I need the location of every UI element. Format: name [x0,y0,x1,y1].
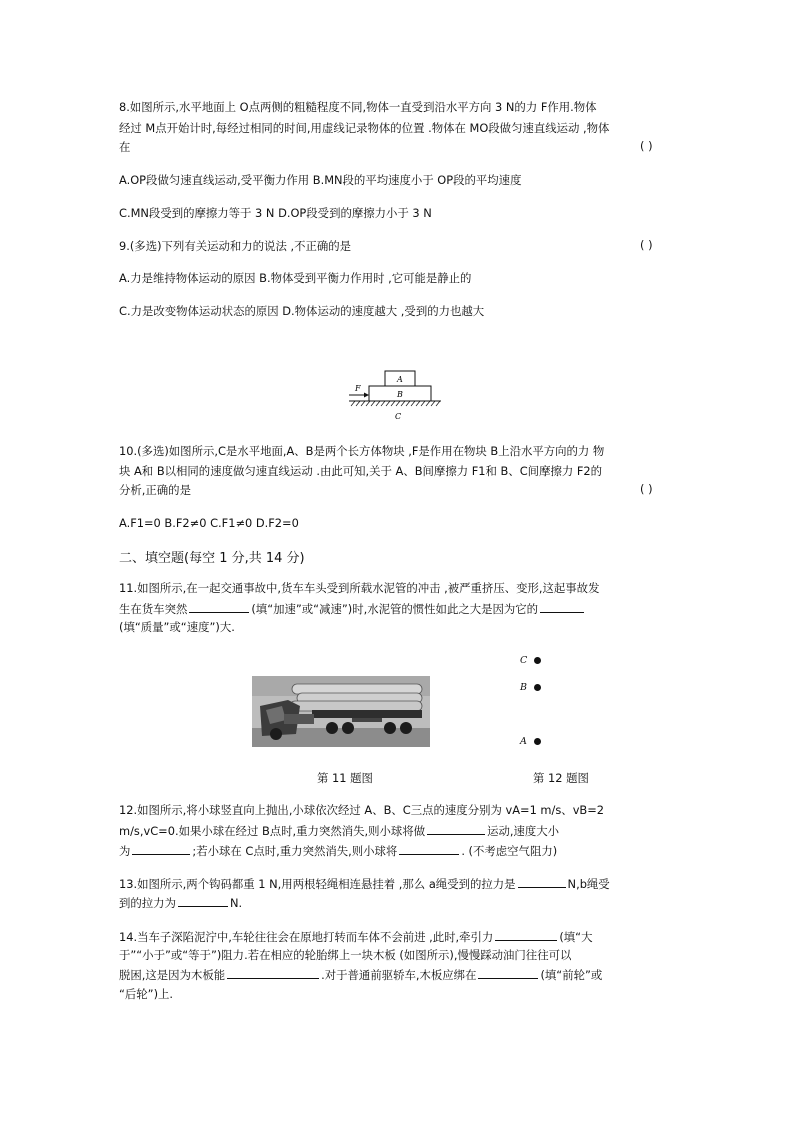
q12-line-1: 12.如图所示,将小球竖直向上抛出,小球依次经过 A、B、C三点的速度分别为 vA=1 m/s、vB=2 [119,803,605,817]
q13-text-d: N. [229,896,243,910]
q14-line-4: “后轮”)上. [119,987,174,1001]
caption-fig-11: 第 11 题图 [317,771,373,785]
q14-text-d: .对于普通前驱轿车,木板应绑在 [321,968,477,982]
point-b-label: B [520,682,527,693]
q14-text-b: (填“大 [559,930,593,944]
q12-line-2 [119,822,559,839]
q8-line-3: 在 [119,140,131,154]
q14-blank-2[interactable] [227,966,319,979]
q8-line-2: 经过 M点开始计时,每经过相同的时间,用虚线记录物体的位置 .物体在 MO段做匀速直线运动 ,物体 [119,121,610,135]
q12-text-e: . (不考虑空气阻力) [461,844,558,858]
q12-text-d: ;若小球在 C点时,重力突然消失,则小球将 [192,844,398,858]
point-a-dot [534,738,541,745]
q13-line-2 [119,894,242,911]
q14-text-a: 14.当车子深陷泥泞中,车轮往往会在原地打转而车体不会前进 ,此时,牵引力 [119,930,494,944]
q10-options: A.F1=0 B.F2≠0 C.F1≠0 D.F2=0 [119,516,299,530]
q11-text-a: 生在货车突然 [119,602,188,616]
section-heading-fill-blanks: 二、填空题(每空 1 分,共 14 分) [119,551,305,566]
q12-blank-3[interactable] [399,842,459,855]
q10-blocks-figure [345,368,445,426]
q8-options-cd: C.MN段受到的摩擦力等于 3 N D.OP段受到的摩擦力小于 3 N [119,206,432,220]
point-b-row [520,682,541,693]
q8-line-1: 8.如图所示,水平地面上 O点两侧的粗糙程度不同,物体一直受到沿水平方向 3 N的力 F作用.物体 [119,100,597,114]
q14-blank-1[interactable] [495,928,557,941]
label-a: A [397,375,403,384]
point-c-row [520,655,541,666]
q13-blank-2[interactable] [178,894,228,907]
q13-text-a: 13.如图所示,两个钩码都重 1 N,用两根轻绳相连悬挂着 ,那么 a绳受到的拉力是 [119,877,516,891]
q13-blank-1[interactable] [518,875,566,888]
q14-line-1 [119,928,592,945]
q12-blank-2[interactable] [132,842,190,855]
q12-blank-1[interactable] [427,822,485,835]
point-a-row [520,736,541,747]
q12-line-3 [119,842,557,859]
q9-options-cd: C.力是改变物体运动状态的原因 D.物体运动的速度越大 ,受到的力也越大 [119,304,485,318]
q8-options-ab: A.OP段做匀速直线运动,受平衡力作用 B.MN段的平均速度小于 OP段的平均速度 [119,173,522,187]
q9-options-ab: A.力是维持物体运动的原因 B.物体受到平衡力作用时 ,它可能是静止的 [119,271,472,285]
q11-blank-2[interactable] [540,600,584,613]
q9-line-1: 9.(多选)下列有关运动和力的说法 ,不正确的是 [119,239,352,253]
q13-text-b: N,b绳受 [567,877,610,891]
q12-text-c: 为 [119,844,131,858]
q12-text-a: m/s,vC=0.如果小球在经过 B点时,重力突然消失,则小球将做 [119,824,426,838]
q9-answer-paren: ( ) [640,238,653,252]
q10-line-1: 10.(多选)如图所示,C是水平地面,A、B是两个长方体物块 ,F是作用在物块 B上沿水平方向的力 物 [119,444,605,458]
q13-text-c: 到的拉力为 [119,896,176,910]
point-c-label: C [520,655,528,666]
label-c: C [395,412,402,421]
q12-text-b: 运动,速度大小 [487,824,560,838]
q11-text-b: (填“加速”或“减速”)时,水泥管的惯性如此之大是因为它的 [251,602,539,616]
q14-blank-3[interactable] [478,966,538,979]
q10-answer-paren: ( ) [640,482,653,496]
label-f: F [355,384,361,393]
q11-line-3: (填“质量”或“速度”)大. [119,620,235,634]
ground-hatching [351,401,440,406]
q11-line-2 [119,600,586,617]
point-b-dot [534,684,541,691]
q10-line-2: 块 A和 B以相同的速度做匀速直线运动 .由此可知,关于 A、B间摩擦力 F1和 B、C间摩擦力 F2的 [119,464,603,478]
q10-line-3: 分析,正确的是 [119,483,191,497]
point-c-dot [534,657,541,664]
force-arrow-head [364,393,369,398]
point-a-label: A [520,736,527,747]
q14-text-e: (填“前轮”或 [540,968,603,982]
q11-blank-1[interactable] [189,600,249,613]
q14-line-2: 于”“小于”或“等于”)阻力.若在相应的轮胎绑上一块木板 (如图所示),慢慢踩动油门往往可以 [119,948,572,962]
label-b: B [397,390,403,399]
q14-line-3 [119,966,602,983]
q8-answer-paren: ( ) [640,139,653,153]
q14-text-c: 脱困,这是因为木板能 [119,968,226,982]
q13-line-1 [119,875,610,892]
truck-accident-photo [252,676,430,747]
q11-line-1: 11.如图所示,在一起交通事故中,货车车头受到所载水泥管的冲击 ,被严重挤压、变形,这起事故发 [119,581,600,595]
caption-fig-12: 第 12 题图 [533,771,589,785]
